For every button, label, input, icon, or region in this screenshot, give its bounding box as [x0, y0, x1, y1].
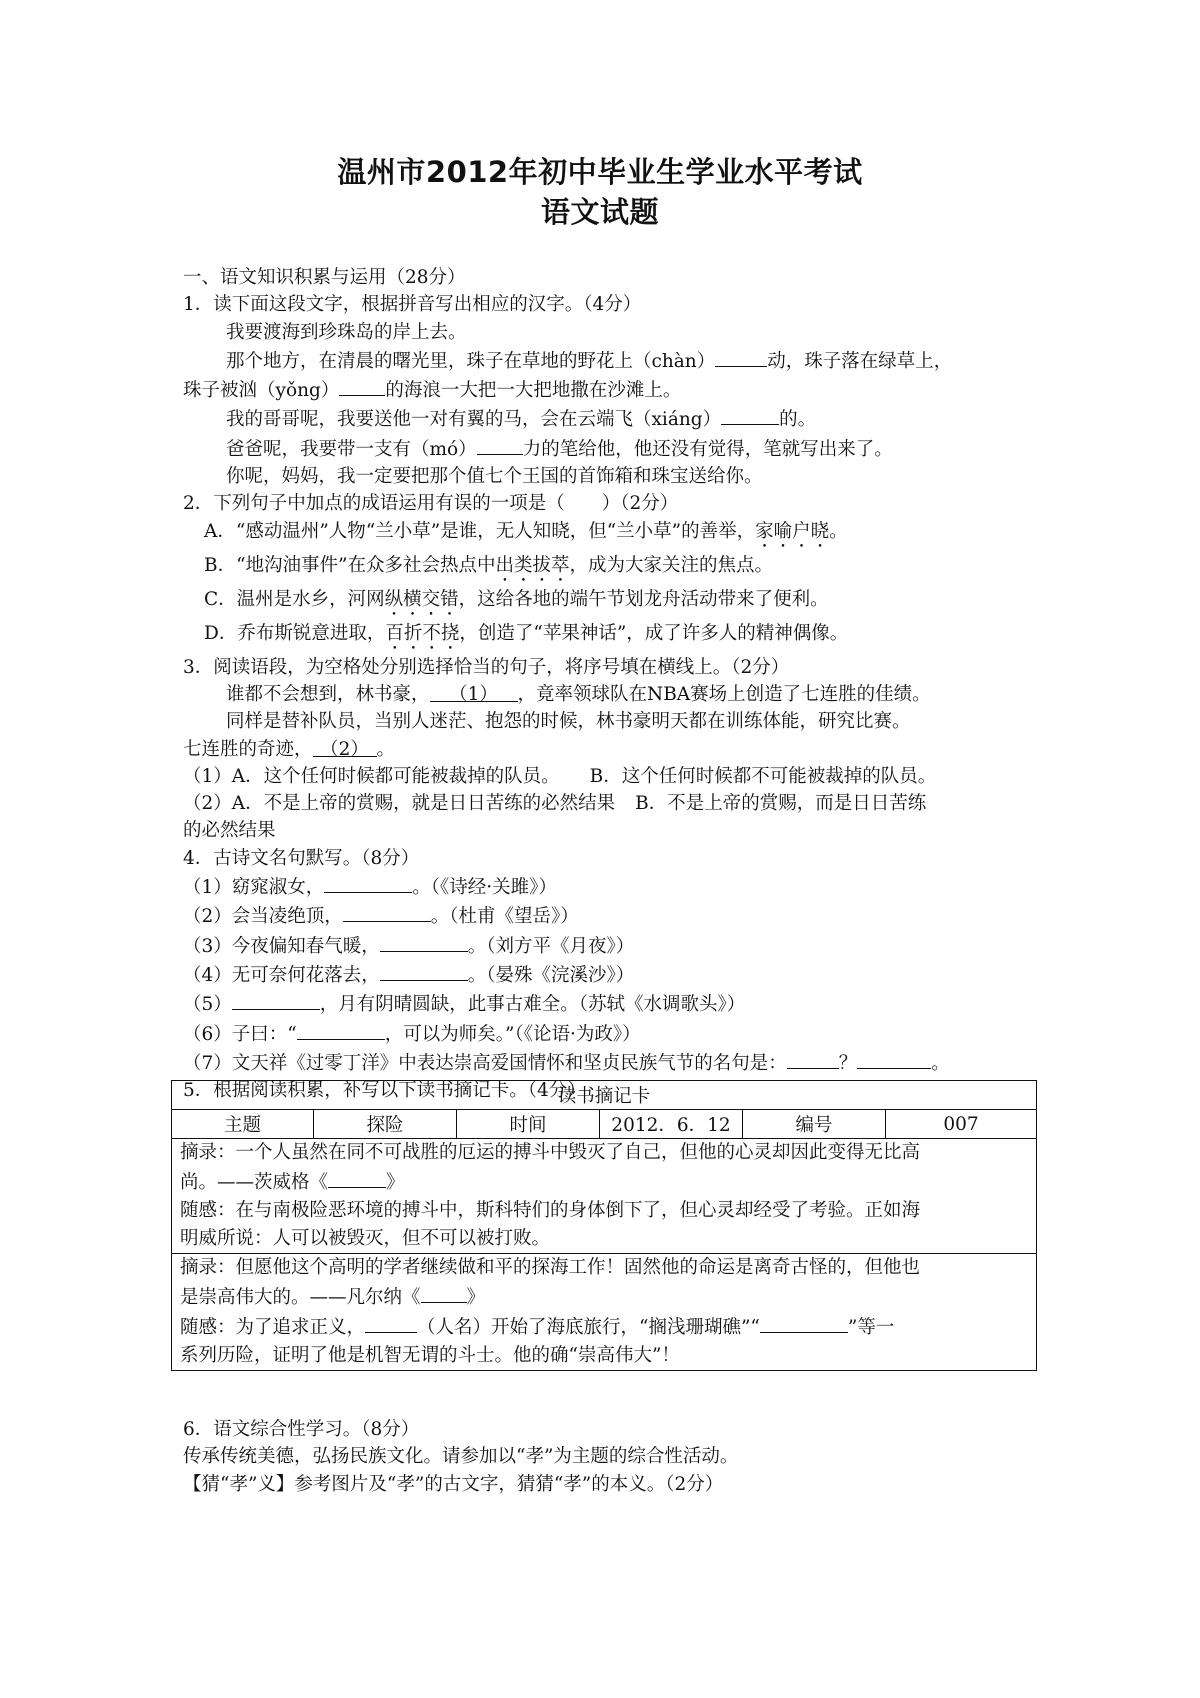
option-text: C．温州是水乡，河网 [204, 588, 385, 610]
q4-item [183, 1048, 1043, 1077]
q3-option-2-cont: 的必然结果 [183, 820, 276, 842]
q1-line [183, 404, 1043, 433]
dotted-idiom: 家喻户晓 [755, 520, 830, 542]
q4-text: （6）子曰：“ [183, 1023, 297, 1045]
q1-text: 爸爸呢，我要带一支有（mó） [226, 438, 477, 460]
card-text-part: 尚。——茨威格《 [180, 1172, 329, 1193]
q1-text: 的海浪一大把一大把地撒在沙滩上。 [385, 380, 682, 402]
card-text-part: 》 [466, 1287, 486, 1308]
q4-text: ，月有阴晴圆缺，此事古难全。（苏轼《水调歌头》） [319, 994, 746, 1016]
q1-stem: 1．读下面这段文字，根据拼音写出相应的汉字。（4分） [183, 294, 642, 316]
q2-stem: 2．下列句子中加点的成语运用有误的一项是（ ）（2分） [183, 493, 679, 515]
q4-text: （5） [183, 994, 232, 1016]
card-text [180, 1312, 1028, 1342]
option-text: B．这个任何时候都不可能被裁掉的队员。 [589, 765, 937, 787]
q1-line [183, 346, 1043, 375]
q1-line: 我要渡海到珍珠岛的岸上去。 [226, 321, 467, 343]
q3-text: ，竟率领球队在NBA赛场上创造了七连胜的佳绩。 [517, 683, 931, 705]
q4-text: 。（刘方平《月夜》） [467, 935, 635, 957]
answer-blank[interactable] [760, 1312, 848, 1333]
q6-stem: 6．语文综合性学习。（8分） [183, 1419, 420, 1440]
q4-text: ？ [838, 1052, 858, 1074]
q5-stem: 5．根据阅读积累，补写以下读书摘记卡。（4分） [183, 1080, 586, 1102]
answer-blank[interactable] [787, 1048, 839, 1069]
q3-line [183, 681, 1043, 708]
q4-text: 。 [931, 1052, 950, 1074]
answer-blank[interactable] [297, 1019, 385, 1040]
answer-blank[interactable] [857, 1048, 931, 1069]
q2-option-b[interactable] [183, 552, 1043, 586]
q3-option-2 [183, 790, 1043, 817]
answer-blank[interactable] [380, 931, 468, 952]
answer-blank[interactable] [477, 434, 523, 455]
q2-option-a[interactable] [183, 518, 1043, 552]
q4-stem: 4．古诗文名句默写。（8分） [183, 847, 420, 869]
q4-text: 。（晏殊《浣溪沙》） [467, 964, 635, 986]
card-header-cell: 编号 [743, 1110, 886, 1139]
q4-text: ，可以为师矣。”（《论语·为政》） [384, 1023, 641, 1045]
option-text: （1）A．这个任何时候都可能被裁掉的队员。 [183, 765, 560, 787]
q1-text: 那个地方，在清晨的曙光里，珠子在草地的野花上（chàn） [226, 350, 716, 372]
dotted-idiom: 纵横交错 [384, 588, 459, 610]
card-text-part: 随感：为了追求正义， [180, 1317, 366, 1338]
q4-item [183, 931, 1043, 960]
q1-text: 力的笔给他，他还没有觉得，笔就写出来了。 [522, 438, 893, 460]
answer-blank[interactable] [721, 404, 779, 425]
answer-blank[interactable] [380, 960, 468, 981]
answer-blank[interactable] [328, 1167, 386, 1188]
q4-item [183, 901, 1043, 930]
q2-option-c[interactable] [183, 586, 1043, 620]
q4-item [183, 872, 1043, 901]
answer-blank[interactable] [421, 1282, 467, 1303]
card-text-part: 》 [386, 1172, 405, 1193]
option-text: ，创造了“苹果神话”，成了许多人的精神偶像。 [459, 622, 849, 644]
q4-text: （4）无可奈何花落去， [183, 964, 380, 986]
exam-content [183, 264, 1043, 1104]
answer-blank[interactable] [232, 989, 320, 1010]
q4-text: （1）窈窕淑女， [183, 877, 325, 899]
q3-option-1 [183, 763, 1043, 790]
reading-note-card [171, 1080, 1037, 1371]
option-text: B．“地沟油事件”在众多社会热点中 [204, 554, 496, 576]
q1-text: 珠子被汹（yǒng） [183, 380, 340, 402]
q4-text: （3）今夜偏知春气暖， [183, 935, 380, 957]
answer-blank[interactable]: （2） [313, 736, 377, 757]
answer-blank[interactable] [715, 346, 767, 367]
q3-line: 同样是替补队员，当别人迷茫、抱怨的时候，林书豪明天都在训练体能，研究比赛。 [226, 711, 911, 733]
q1-line [183, 375, 1043, 404]
exam-title: 温州市2012年初中毕业生学业水平考试 [337, 155, 863, 189]
card-header-cell: 时间 [457, 1110, 600, 1139]
q4-text: 。（杜甫《望岳》） [430, 906, 579, 928]
card-text-part: ”等一 [847, 1317, 895, 1338]
exam-subtitle: 语文试题 [540, 195, 659, 229]
answer-blank[interactable] [365, 1312, 417, 1333]
option-text: 。 [829, 520, 848, 542]
option-text: A．“感动温州”人物“兰小草”是谁，无人知晓，但“兰小草”的善举， [204, 520, 756, 542]
card-text-part: 是崇高伟大的。——凡尔纳《 [180, 1287, 421, 1308]
q3-line [183, 736, 1043, 763]
card-text: 明威所说：人可以被毁灭，但不可以被打败。 [180, 1228, 551, 1249]
q3-text: 七连胜的奇迹， [183, 738, 313, 760]
section-heading: 一、语文知识积累与运用（28分） [183, 267, 466, 288]
card-text-part: （人名）开始了海底旅行，“搁浅珊瑚礁”“ [417, 1317, 760, 1338]
q1-line [183, 434, 1043, 463]
card-header-cell: 探险 [314, 1110, 457, 1139]
option-text: B．不是上帝的赏赐，而是日日苦练 [635, 793, 927, 815]
q3-text: 谁都不会想到，林书豪， [226, 683, 430, 705]
dotted-idiom: 百折不挠 [385, 622, 460, 644]
option-text: D．乔布斯锐意进取， [204, 622, 386, 644]
card-entry-2 [172, 1254, 1037, 1371]
card-title: 读书摘记卡 [172, 1081, 1037, 1110]
card-text [180, 1282, 1028, 1312]
q1-line: 你呢，妈妈，我一定要把那个值七个王国的首饰箱和珠宝送给你。 [226, 466, 763, 488]
option-text: ，这给各地的端午节划龙舟活动带来了便利。 [458, 588, 829, 610]
card-header-cell: 007 [886, 1110, 1037, 1139]
q2-option-d[interactable] [183, 620, 1043, 654]
q4-text: （2）会当凌绝顶， [183, 906, 343, 928]
card-entry-1 [172, 1139, 1037, 1254]
dotted-idiom: 出类拔萃 [495, 554, 570, 576]
card-header-cell: 2012．6．12 [600, 1110, 743, 1139]
card-text: 系列历险，证明了他是机智无谓的斗士。他的确“崇高伟大”！ [180, 1345, 680, 1366]
q4-item [183, 989, 1043, 1018]
q1-text: 动，珠子落在绿草上， [767, 350, 953, 372]
option-text: （2）A．不是上帝的赏赐，就是日日苦练的必然结果 [183, 793, 616, 815]
answer-blank[interactable] [339, 375, 385, 396]
q4-text: （7）文天祥《过零丁洋》中表达崇高爱国情怀和坚贞民族气节的名句是： [183, 1052, 787, 1074]
q4-item [183, 960, 1043, 989]
card-header-cell: 主题 [172, 1110, 314, 1139]
option-text: ，成为大家关注的焦点。 [569, 554, 774, 576]
answer-blank[interactable] [343, 901, 431, 922]
q6-line: 【猜“孝”义】参考图片及“孝”的古文字，猜猜“孝”的本义。（2分） [183, 1473, 724, 1495]
answer-blank[interactable]: （1） [430, 681, 518, 702]
card-text: 摘录：但愿他这个高明的学者继续做和平的探海工作！固然他的命运是离奇古怪的，但他也 [180, 1257, 921, 1278]
q4-item [183, 1019, 1043, 1048]
answer-blank[interactable] [324, 872, 412, 893]
q6-line: 传承传统美德，弘扬民族文化。请参加以“孝”为主题的综合性活动。 [183, 1446, 739, 1468]
q1-text: 的。 [779, 409, 817, 431]
q1-text: 我的哥哥呢，我要送他一对有翼的马，会在云端飞（xiáng） [226, 409, 722, 431]
q4-text: 。（《诗经·关雎》） [412, 877, 557, 899]
card-text: 随感：在与南极险恶环境的搏斗中，斯科特们的身体倒下了，但心灵却经受了考验。正如海 [180, 1200, 921, 1221]
q3-stem: 3．阅读语段，为空格处分别选择恰当的句子，将序号填在横线上。（2分） [183, 656, 790, 678]
card-text [180, 1167, 1028, 1197]
q6-block [183, 1416, 1043, 1498]
card-text: 摘录：一个人虽然在同不可战胜的厄运的搏斗中毁灭了自己，但他的心灵却因此变得无比高 [180, 1142, 921, 1163]
q3-text: 。 [376, 738, 396, 760]
